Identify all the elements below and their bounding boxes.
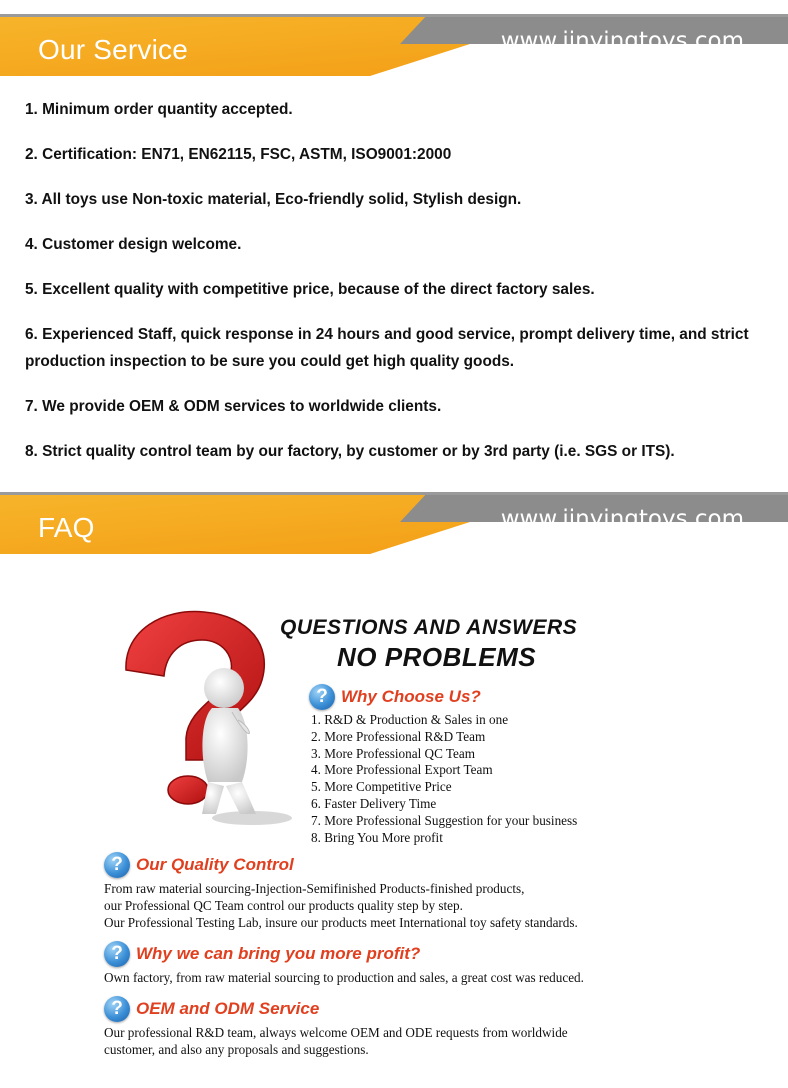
why-choose-item: 3. More Professional QC Team — [311, 745, 476, 761]
question-mark-icon: ? — [309, 684, 335, 710]
service-item-5: 5. Excellent quality with competitive price, because of the direct factory sales. — [25, 281, 595, 298]
more-profit-title: Why we can bring you more profit? — [136, 944, 421, 963]
why-choose-list — [311, 712, 577, 846]
oem-odm-header — [104, 996, 319, 1022]
service-banner-url: www.jinyingtoys.com — [500, 28, 744, 54]
service-list — [25, 96, 775, 465]
service-item-2: 2. Certification: EN71, EN62115, FSC, ASTM, ISO9001:2000 — [25, 146, 452, 163]
why-choose-header — [309, 684, 481, 710]
service-item-7: 7. We provide OEM & ODM services to worldwide clients. — [25, 398, 442, 415]
service-item-6: 6. Experienced Staff, quick response in 24 hours and good service, prompt delivery time, and strict — [25, 326, 749, 343]
quality-control-line: our Professional QC Team control our products quality step by step. — [104, 898, 463, 913]
quality-control-header — [104, 852, 294, 878]
service-item-3: 3. All toys use Non-toxic material, Eco-friendly solid, Stylish design. — [25, 191, 522, 208]
faq-heading-line1: QUESTIONS AND ANSWERS — [280, 616, 578, 639]
oem-odm-line: Our professional R&D team, always welcome OEM and ODE requests from worldwide — [104, 1025, 568, 1040]
why-choose-item: 4. More Professional Export Team — [311, 762, 493, 778]
why-choose-item: 7. More Professional Suggestion for your business — [311, 812, 578, 828]
service-banner — [0, 14, 788, 82]
question-mark-icon: ? — [104, 996, 130, 1022]
why-choose-item: 1. R&D & Production & Sales in one — [311, 712, 509, 727]
service-item-8: 8. Strict quality control team by our factory, by customer or by 3rd party (i.e. SGS or ITS). — [25, 443, 675, 460]
why-choose-item: 6. Faster Delivery Time — [311, 795, 437, 811]
faq-banner-url: www.jinyingtoys.com — [500, 506, 744, 532]
oem-odm-line: customer, and also any proposals and suggestions. — [104, 1042, 369, 1057]
faq-area — [0, 590, 788, 1080]
question-mark-icon: ? — [104, 852, 130, 878]
service-item-6-cont: production inspection to be sure you could get high quality goods. — [25, 353, 515, 370]
service-item-4: 4. Customer design welcome. — [25, 236, 242, 253]
why-choose-item: 8. Bring You More profit — [311, 829, 443, 845]
why-choose-title: Why Choose Us? — [341, 687, 481, 706]
quality-control-title: Our Quality Control — [136, 855, 294, 874]
more-profit-text — [104, 969, 584, 986]
more-profit-line: Own factory, from raw material sourcing to production and sales, a great cost was reduced. — [104, 970, 584, 985]
more-profit-header — [104, 941, 420, 967]
service-item-1: 1. Minimum order quantity accepted. — [25, 101, 293, 118]
service-banner-title: Our Service — [38, 34, 189, 65]
oem-odm-title: OEM and ODM Service — [136, 999, 320, 1018]
faq-heading-line2: NO PROBLEMS — [337, 642, 537, 672]
why-choose-item: 2. More Professional R&D Team — [311, 728, 486, 744]
why-choose-item: 5. More Competitive Price — [311, 779, 452, 795]
question-mark-icon: ? — [104, 941, 130, 967]
quality-control-text — [104, 880, 578, 931]
quality-control-line: From raw material sourcing-Injection-Semifinished Products-finished products, — [104, 881, 525, 896]
faq-banner — [0, 492, 788, 560]
quality-control-line: Our Professional Testing Lab, insure our products meet International toy safety standards. — [104, 915, 578, 930]
faq-banner-title: FAQ — [38, 512, 95, 543]
oem-odm-text — [104, 1024, 568, 1058]
